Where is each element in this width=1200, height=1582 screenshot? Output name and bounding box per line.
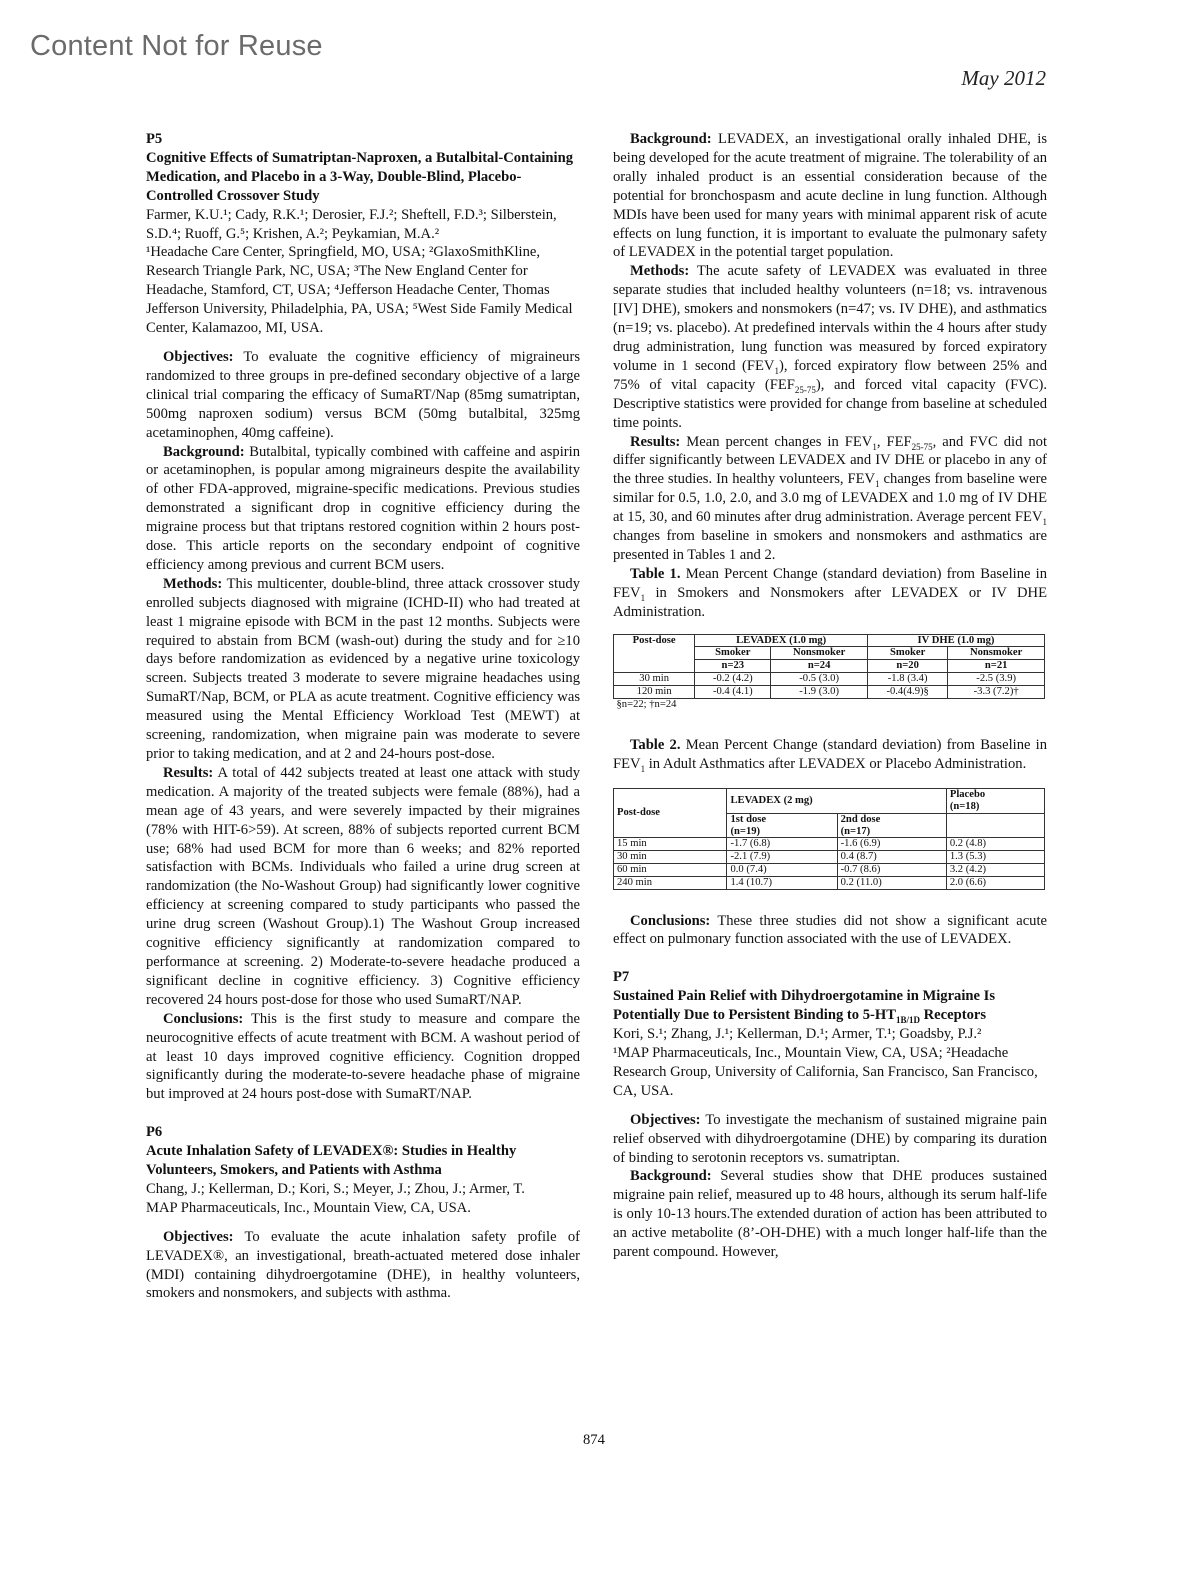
background-p5 [146, 443, 580, 575]
table-cell: 60 min [614, 863, 727, 876]
background-label: Background: [630, 131, 712, 147]
header-second-n: (n=17) [840, 825, 871, 837]
table2-label: Table 2. [630, 737, 681, 754]
table-cell: 2.0 (6.6) [946, 876, 1044, 889]
results-p5 [146, 764, 580, 1010]
table-cell: 30 min [614, 851, 727, 864]
abstract-title-p7 [613, 987, 1047, 1025]
table1-label: Table 1. [630, 565, 681, 582]
results-label: Results: [630, 433, 681, 450]
subscript: 1 [1042, 517, 1047, 528]
methods-text: The acute safety of LEVADEX was evaluated in three separate studies that included healthy volunteers (n=18; vs. intravenous [IV] DHE), smokers and nonsmokers (n=47; vs. IV DHE), and asthmatics (n=19; vs. placebo). At predefined intervals within the 4 hours after study drug administration, lung function was measured by forced expiratory volume in 1 second (FEV [613, 263, 1047, 374]
table-cell: 0.2 (4.8) [946, 838, 1044, 851]
header-placebo [946, 789, 1044, 814]
header-smoker: Smoker [695, 647, 771, 660]
methods-p6 [613, 262, 1047, 432]
header-first-n: (n=19) [730, 825, 761, 837]
table-cell: 120 min [614, 685, 695, 698]
table-cell: 15 min [614, 838, 727, 851]
results-text: changes from baseline in smokers and nonsmokers and asthmatics are presented in Tables 1 and 2. [613, 528, 1047, 563]
table-cell: 0.0 (7.4) [727, 863, 837, 876]
results-text: Mean percent changes in FEV [686, 433, 873, 450]
header-placebo-n: (n=18) [949, 800, 980, 812]
subscript: 25-75 [794, 384, 816, 395]
table-row [614, 876, 1045, 889]
header-nonsmoker: Nonsmoker [771, 647, 868, 660]
objectives-text: To evaluate the cognitive efficiency of migraineurs randomized to three groups in pre-defined secondary objective of a large clinical trial comparing the efficacy of SumaRT/Nap (85mg sumatriptan, 500mg naproxen sodium) versus BCM (50mg butalbital, 325mg acetaminophen, 40mg caffeine). [146, 348, 581, 441]
table-cell: 3.2 (4.2) [946, 863, 1044, 876]
table-2 [613, 788, 1045, 889]
objectives-label: Objectives: [163, 348, 234, 365]
objectives-label: Objectives: [163, 1228, 234, 1245]
table-cell: -3.3 (7.2)† [948, 685, 1045, 698]
header-smoker: Smoker [867, 647, 947, 660]
results-label: Results: [163, 764, 214, 781]
subscript: 1 [875, 479, 880, 490]
table-cell: -1.7 (6.8) [727, 838, 837, 851]
objectives-p5 [146, 348, 580, 443]
abstract-title-p5: Cognitive Effects of Sumatriptan-Naproxen, a Butalbital-Containing Medication, and Placebo in a 3-Way, Double-Blind, Placebo-Controlled Crossover Study [146, 149, 574, 204]
subscript: 1 [640, 764, 646, 775]
header-first-dose [727, 813, 837, 838]
methods-label: Methods: [630, 263, 690, 280]
page-number: 874 [583, 1432, 605, 1448]
table-cell: -1.8 (3.4) [867, 672, 947, 685]
right-column [613, 130, 1047, 1262]
caption-text: Mean Percent Change (standard deviation) from Baseline in FEV [613, 737, 1048, 773]
caption-text: in Adult Asthmatics after LEVADEX or Placebo Administration. [645, 756, 1027, 773]
table-cell: 0.2 (11.0) [837, 876, 946, 889]
table-cell: -2.1 (7.9) [727, 851, 837, 864]
table-cell: -0.2 (4.2) [695, 672, 771, 685]
table-cell: 1.3 (5.3) [946, 851, 1044, 864]
objectives-text: To investigate the mechanism of sustained migraine pain relief observed with dihydroergotamine (DHE) by comparing its duration of binding to serotonin receptors vs. sumatriptan. [613, 1111, 1047, 1166]
table-row [614, 672, 1045, 685]
header-postdose: Post-dose [614, 789, 727, 838]
caption-text: in Smokers and Nonsmokers after LEVADEX or IV DHE Administration. [613, 584, 1047, 620]
table-cell: 240 min [614, 876, 727, 889]
table-cell: -0.4 (4.1) [695, 685, 771, 698]
background-label: Background: [630, 1168, 712, 1185]
background-p6 [613, 130, 1047, 262]
subscript: 1 [872, 441, 877, 452]
table-cell: -1.6 (6.9) [837, 838, 946, 851]
authors-p7: Kori, S.¹; Zhang, J.¹; Kellerman, D.¹; Armer, T.¹; Goadsby, P.J.² [613, 1026, 982, 1043]
header-n: n=20 [867, 660, 947, 673]
table-cell: -2.5 (3.9) [948, 672, 1045, 685]
results-text: A total of 442 subjects treated at least one attack with study medication. A majority of the treated subjects were female (88%), had a mean age of 43 years, and were severely impacted by their migraines (78% with HIT-6>59). At screen, 88% of subjects reported current BCM use; 68% had used BCM for more than 6 weeks; and 82% reported satisfaction with BCMs. Individuals who failed a urine drug screen at randomization (the No-Washout Group) had significantly lower cognitive efficiency at screening compared to study participants who passed the urine drug screen (Washout Group).1) The Washout Group increased cognitive efficiency significantly at randomization compared to performance at screening. 2) Moderate-to-severe headache produced a significant decline in cognitive efficiency. 3) Cognitive efficiency recovered 24 hours post-dose for those who used SumaRT/NAP. [146, 764, 581, 1008]
header-empty [946, 813, 1044, 838]
conclusions-label: Conclusions: [630, 912, 711, 929]
header-n: n=21 [948, 660, 1045, 673]
objectives-text: To evaluate the acute inhalation safety profile of LEVADEX®, an investigational, breath-actuated metered dose inhaler (MDI) containing dihydroergotamine (DHE), in healthy volunteers, smokers and nonsmokers, and subjects with asthma. [146, 1228, 580, 1302]
table-row [614, 863, 1045, 876]
header-second-dose [837, 813, 946, 838]
header-first-label: 1st dose [730, 813, 767, 825]
affiliations-p7: ¹MAP Pharmaceuticals, Inc., Mountain View, CA, USA; ²Headache Research Group, University of California, San Francisco, San Francisco, CA, USA. [613, 1044, 1038, 1099]
table-cell: 30 min [614, 672, 695, 685]
watermark: Content Not for Reuse [30, 30, 323, 62]
issue-date: May 2012 [961, 66, 1046, 90]
table1-footnote: §n=22; †n=24 [616, 698, 677, 710]
methods-p5 [146, 575, 580, 764]
methods-label: Methods: [163, 575, 223, 592]
conclusions-p5 [146, 1010, 580, 1105]
header-levadex: LEVADEX (1.0 mg) [695, 634, 868, 647]
background-text: Several studies show that DHE produces sustained migraine pain relief, measured up to 48 hours, although its serum half-life is only 10-13 hours.The extended duration of action has been attributed to an active metabolite (8’-OH-DHE) with a much longer half-life than the parent compound. However, [613, 1168, 1047, 1261]
table2-caption [613, 736, 1047, 774]
background-p7 [613, 1167, 1047, 1262]
results-text: , FEF [876, 433, 912, 450]
subscript: 1B/1D [895, 1015, 920, 1026]
table-row [614, 685, 1045, 698]
table-1 [613, 634, 1045, 711]
header-placebo-label: Placebo [949, 789, 986, 801]
table-cell: -0.4(4.9)§ [867, 685, 947, 698]
affiliations-p5: ¹Headache Care Center, Springfield, MO, USA; ²GlaxoSmithKline, Research Triangle Park, NC, USA; ³The New England Center for Headache, Stamford, CT, USA; ⁴Jefferson Headache Center, Thomas Jefferson University, Philadelphia, PA, USA; ⁵West Side Family Medical Center, Kalamazoo, MI, USA. [146, 244, 573, 337]
table-cell: -1.9 (3.0) [771, 685, 868, 698]
authors-p6: Chang, J.; Kellerman, D.; Kori, S.; Meyer, J.; Zhou, J.; Armer, T. [146, 1180, 525, 1197]
caption-text: Mean Percent Change (standard deviation) from Baseline in FEV [613, 565, 1048, 601]
subscript: 1 [774, 365, 779, 376]
header-postdose: Post-dose [614, 634, 695, 672]
header-ivdhe: IV DHE (1.0 mg) [867, 634, 1044, 647]
abstract-id-p5: P5 [146, 131, 163, 147]
conclusions-text: This is the first study to measure and compare the neurocognitive effects of acute treatment with BCM. A washout period of at least 10 days improved cognitive efficiency. Cognition dropped significantly during the moderate-to-severe headache phase of migraine but improved at 24 hours post-dose with SumaRT/NAP. [146, 1010, 581, 1103]
subscript: 25-75 [911, 441, 933, 452]
conclusions-label: Conclusions: [163, 1010, 244, 1027]
methods-text: ), and forced vital capacity (FVC). Descriptive statistics were provided for change from baseline at scheduled time points. [613, 376, 1048, 431]
table-row [614, 851, 1045, 864]
abstract-id-p6: P6 [146, 1124, 163, 1141]
methods-text: This multicenter, double-blind, three attack crossover study enrolled subjects diagnosed with migraine (ICHD-II) who had treated at least 1 migraine episode with BCM in the past 12 months. Subjects were required to abstain from BCM (wash-out) during the study and for ≥10 days before randomization as evidenced by a negative urine toxicology screen. Subjects treated 3 moderate to severe migraine headaches using SumaRT/Nap, BCM, or PLA as acute treatment. Cognitive efficiency was measured using the Mental Efficiency Workload Test (MEWT) at screening, randomization, when migraine pain was moderate to severe prior to taking medication, and at 2 and 24-hours post-dose. [146, 575, 581, 762]
affiliations-p6: MAP Pharmaceuticals, Inc., Mountain View, CA, USA. [146, 1199, 471, 1216]
subscript: 1 [640, 592, 646, 603]
authors-p5: Farmer, K.U.¹; Cady, R.K.¹; Derosier, F.J.²; Sheftell, F.D.³; Silberstein, S.D.⁴; Ruoff, G.⁵; Krishen, A.²; Peykamian, M.A.² [146, 206, 557, 242]
abstract-id-p7: P7 [613, 969, 630, 986]
background-text: LEVADEX, an investigational orally inhaled DHE, is being developed for the acute treatment of migraine. The tolerability of an orally inhaled product is an essential consideration because of the potential for bronchospasm and acute decline in lung function. Although MDIs have been used for many years with minimal apparent risk of acute effects on lung function, it is important to evaluate the pulmonary safety of LEVADEX in the potential target population. [613, 131, 1047, 261]
methods-text: ), forced expiratory flow between 25% and 75% of vital capacity (FEF [613, 357, 1047, 393]
left-column [146, 130, 580, 1303]
table-cell: -0.5 (3.0) [771, 672, 868, 685]
table-cell: 0.4 (8.7) [837, 851, 946, 864]
header-levadex: LEVADEX (2 mg) [727, 789, 946, 814]
title-text: Sustained Pain Relief with Dihydroergotamine in Migraine Is Potentially Due to Persistent Binding to 5-HT [613, 988, 996, 1024]
background-text: Butalbital, typically combined with caffeine and aspirin or acetaminophen, is popular among migraineurs despite the availability of other FDA-approved, migraine-specific medications. Previous studies demonstrated a significant drop in cognitive efficiency during the migraine process but that triptans restored cognition within 2 hours post-dose. This article reports on the secondary endpoint of cognitive efficiency among previous and current BCM users. [146, 443, 580, 573]
results-text: , and FVC did not differ significantly between LEVADEX and IV DHE or placebo in any of the three studies. In healthy volunteers, FEV [613, 433, 1048, 488]
header-nonsmoker: Nonsmoker [948, 647, 1045, 660]
header-n: n=24 [771, 660, 868, 673]
objectives-p7 [613, 1111, 1047, 1168]
conclusions-p6 [613, 912, 1047, 950]
objectives-label: Objectives: [630, 1111, 701, 1128]
table-cell: 1.4 (10.7) [727, 876, 837, 889]
table1-caption [613, 565, 1047, 622]
table-cell: -0.7 (8.6) [837, 863, 946, 876]
objectives-p6 [146, 1228, 580, 1304]
results-text: changes from baseline were similar for 0.5, 1.0, 2.0, and 3.0 mg of LEVADEX and 1.0 mg of IV DHE at 15, 30, and 60 minutes after drug administration. Average percent FEV [613, 471, 1047, 526]
header-n: n=23 [695, 660, 771, 673]
table-row [614, 838, 1045, 851]
header-second-label: 2nd dose [840, 813, 881, 825]
background-label: Background: [163, 443, 245, 460]
title-text: Receptors [919, 1007, 987, 1024]
abstract-title-p6: Acute Inhalation Safety of LEVADEX®: Studies in Healthy Volunteers, Smokers, and Patients with Asthma [146, 1143, 517, 1179]
results-p6 [613, 433, 1047, 565]
conclusions-text: These three studies did not show a significant acute effect on pulmonary function associated with the use of LEVADEX. [613, 912, 1047, 948]
